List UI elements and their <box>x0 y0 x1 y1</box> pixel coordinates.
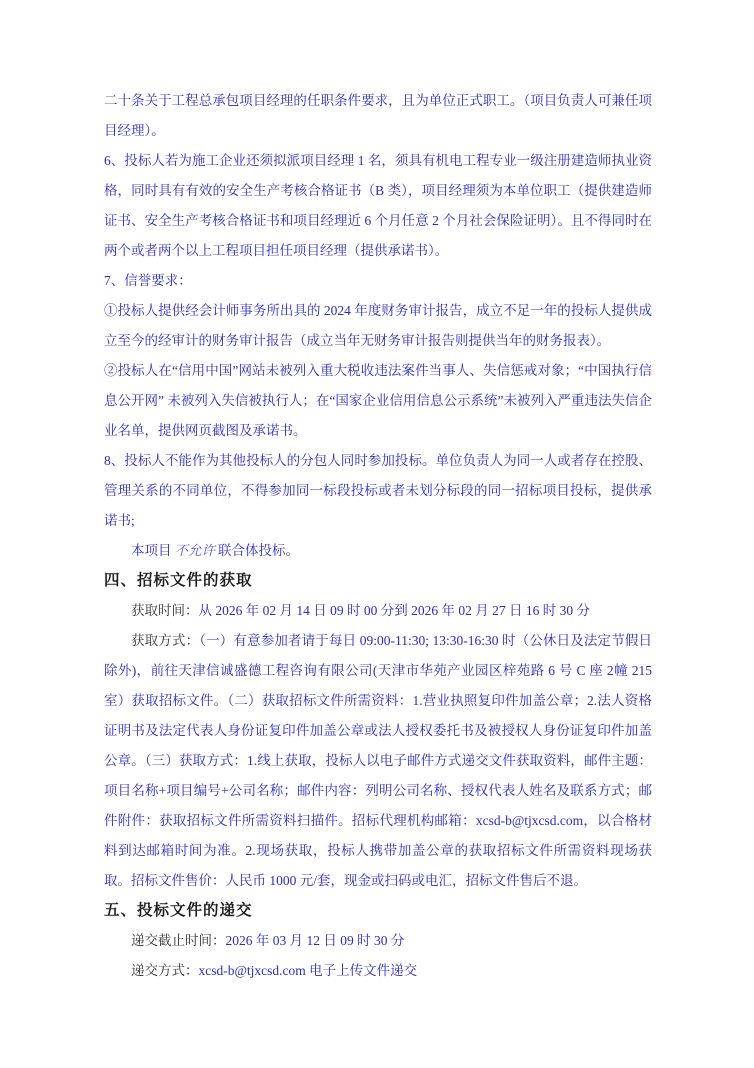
consortium-suffix-text: 联合体投标。 <box>218 543 299 558</box>
submit-method-value: xcsd-b@tjxcsd.com 电子上传文件递交 <box>198 963 418 978</box>
obtain-time-value: 从 2026 年 02 月 14 日 09 时 00 分到 2026 年 02 月 27 日 16 时 30 分 <box>198 603 590 618</box>
paragraph-consortium-statement <box>104 536 652 566</box>
section5-submit-method-line <box>104 956 652 986</box>
paragraph-item6-project-manager-requirements: 6、投标人若为施工企业还须拟派项目经理 1 名，须具有机电工程专业一级注册建造师执业资格，同时具有有效的安全生产考核合格证书（B 类），项目经理须为本单位职工（提供建造师证书、安全生产考核合格证书和项目经理近 6 个月任意 2 个月社会保险证明）。且不得同时在两个或者两个以上工程项目担任项目经理（提供承诺书）。 <box>104 153 652 258</box>
paragraph-item7-sub1-financial-audit: ①投标人提供经会计师事务所出具的 2024 年度财务审计报告，成立不足一年的投标人提供成立至今的经审计的财务审计报告（成立当年无财务审计报告则提供当年的财务报表）。 <box>104 303 652 348</box>
consortium-prefix-text: 本项目 <box>131 543 172 558</box>
obtain-method-label: 获取方式： <box>131 633 200 648</box>
section5-deadline-line <box>104 926 652 956</box>
paragraph-item7-credit-requirements-title: 7、信誉要求： <box>104 273 192 288</box>
submit-method-label: 递交方式： <box>131 963 199 978</box>
consortium-not-allowed-emphasis: 不允许 <box>174 543 215 558</box>
obtain-time-label: 获取时间： <box>131 603 199 618</box>
section4-heading-obtain-bid-documents: 四、招标文件的获取 <box>104 572 253 589</box>
section4-obtain-method-paragraph <box>104 626 652 896</box>
paragraph-item8-subcontractor-restriction: 8、投标人不能作为其他投标人的分包人同时参加投标。单位负责人为同一人或者存在控股、管理关系的不同单位，不得参加同一标段投标或者未划分标段的同一招标项目投标，提供承诺书; <box>104 453 652 528</box>
submit-deadline-value: 2026 年 03 月 12 日 09 时 30 分 <box>225 933 405 948</box>
section4-obtain-time-line <box>104 596 652 626</box>
section5-heading-submit-bid-documents: 五、投标文件的递交 <box>104 902 253 919</box>
submit-deadline-label: 递交截止时间： <box>131 933 226 948</box>
obtain-method-value: （一）有意参加者请于每日 09:00-11:30; 13:30-16:30 时（公休日及法定节假日除外)，前往天津信诚盛德工程咨询有限公司(天津市华苑产业园区梓苑路 6 号 C 座 2幢 215 室）获取招标文件。（二）获取招标文件所需资料：1.营业执照复印件加盖公章；2.法人资格证明书及法定代表人身份证复印件加盖公章或法人授权委托书及被授权人身份证复印件加盖公章。（三）获取方式：1.线上获取，投标人以电子邮件方式递交文件获取资料，邮件主题：项目名称+项目编号+公司名称；邮件内容：列明公司名称、授权代表人姓名及联系方式；邮件附件：获取招标文件所需资料扫描件。招标代理机构邮箱：xcsd-b@tjxcsd.com，以合格材料到达邮箱时间为准。2.现场获取，投标人携带加盖公章的获取招标文件所需资料现场获取。招标文件售价：人民币 1000 元/套，现金或扫码或电汇，招标文件售后不退。 <box>104 633 652 888</box>
document-page-body <box>104 86 652 986</box>
paragraph-clause20-continuation: 二十条关于工程总承包项目经理的任职条件要求，且为单位正式职工。（项目负责人可兼任项目经理）。 <box>104 93 652 138</box>
paragraph-item7-sub2-credit-china: ②投标人在“信用中国”网站未被列入重大税收违法案件当事人、失信惩戒对象；“中国执行信息公开网” 未被列入失信被执行人；在“国家企业信用信息公示系统”未被列入严重违法失信企业名单，提供网页截图及承诺书。 <box>104 363 652 438</box>
